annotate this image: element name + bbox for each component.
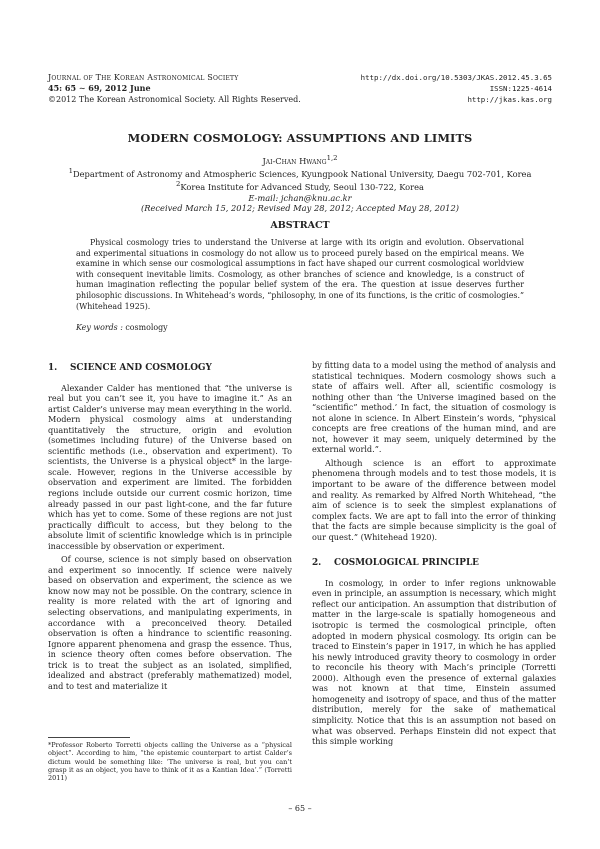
section-2-paragraph-1: In cosmology, in order to infer regions unknowable even in principle, an assumption is necessary, which might reflect our anticipation. An assumption that distribution of matter in the large-scale is spatially homogeneous and isotropic is termed the cosmological principle, often adopted in modern physical cosmology. Its origin can be traced to Einstein’s paper in 1917, in which he has applied his newly introduced gravity theory to cosmology in order to reconcile his theory with Mach’s principle (Torretti 2000). Although even the presence of external galaxies was not known at that time, Einstein assumed homogeneity and isotropy of space, and thus of the matter distribution, merely for the sake of mathematical simplicity. Notice that this is an assumption not based on what was observed. Perhaps Einstein did not expect that this simple working — [312, 577, 556, 747]
footnote-rule — [48, 737, 130, 738]
footnote: *Professor Roberto Torretti objects calling the Universe as a “physical object”. According to him, “the epistemic counterpart to artist Calder’s dictum would be something like: ‘The universe is real, but you can’t grasp it as an object, you have to think of it as a Kantian Idea’.” (Torretti 2011) — [48, 741, 292, 783]
section-1-paragraph-1: Alexander Calder has mentioned that “the universe is real but you can’t see it, you have to imagine it.” As an artist Calder’s universe may mean everything in the world. Modern physical cosmology aims at understanding quantitatively the structure, origin and evolution (sometimes including future) of the Universe based on scientific methods (i.e., observation and experiment). To scientists, the Universe is a physical object* in the large-scale. However, regions in the Universe accessible by observation and experiment are limited. The forbidden regions include outside our current cosmic horizon, time already passed in our past light-cone, and the far future which has yet to come. Some of these regions are not just practically difficult to access, but they belong to the absolute limit of scientific knowledge which is in principle inaccessible by observation or experiment. — [48, 382, 292, 551]
section-1-title: SCIENCE AND COSMOLOGY — [70, 363, 212, 373]
doi-link[interactable]: http://dx.doi.org/10.5303/JKAS.2012.45.3.65 — [360, 73, 552, 82]
abstract-heading: ABSTRACT — [270, 220, 330, 231]
journal-volume: 45: 65 ∼ 69, 2012 June — [48, 83, 151, 93]
affiliation-2-mark: 2 — [175, 180, 181, 189]
author-name: Jai-Chan Hwang — [262, 155, 327, 166]
section-2-title: COSMOLOGICAL PRINCIPLE — [334, 558, 479, 569]
affiliation-1: Department of Astronomy and Atmospheric Sciences, Kyungpook National University, Daegu 702-701, Korea — [72, 168, 532, 179]
section-1-heading — [48, 363, 292, 374]
section-1-paragraph-4: Although science is an effort to approximate phenomena through models and to test those models, it is important to be aware of the difference between model and reality. As remarked by Alfred North Whitehead, “the aim of science is to seek the simplest explanations of complex facts. We are apt to fall into the error of thinking that the facts are simple because simplicity is the goal of our quest.” (Whitehead 1920). — [312, 457, 556, 542]
paper-title: MODERN COSMOLOGY: ASSUMPTIONS AND LIMITS — [127, 131, 473, 145]
section-1-number: 1. — [48, 363, 58, 373]
journal-links — [361, 72, 552, 105]
author-affiliation-marks: 1,2 — [326, 154, 338, 162]
affiliation-2: Korea Institute for Advanced Study, Seoul 130-722, Korea — [180, 182, 425, 193]
keywords-value: cosmology — [125, 323, 168, 332]
section-1-paragraph-3: by fitting data to a model using the method of analysis and statistical techniques. Modern cosmology shows such a state of affairs well. After all, scientific cosmology is nothing other than ‘the Universe imagined based on the “scientific” method.’ In fact, the situation of cosmology is not alone in science. In Albert Einstein’s words, “physical concepts are free creations of the human mind, and are not, however it may seem, uniquely determined by the external world.”. — [312, 360, 556, 455]
author-email: E-mail: jchan@knu.ac.kr — [248, 192, 352, 203]
submission-dates: (Received March 15, 2012; Revised May 28, 2012; Accepted May 28, 2012) — [141, 202, 459, 213]
section-2-number: 2. — [312, 558, 322, 569]
journal-url[interactable]: http://jkas.kas.org — [467, 95, 552, 104]
copyright-line: ©2012 The Korean Astronomical Society. All Rights Reserved. — [48, 95, 301, 104]
affiliation-1-mark: 1 — [68, 167, 73, 176]
journal-header — [48, 72, 301, 105]
section-2-heading — [312, 558, 556, 569]
issn-text: ISSN:1225-4614 — [489, 84, 552, 93]
right-column — [312, 360, 556, 747]
abstract-text: Physical cosmology tries to understand the Universe at large with its origin and evolution. Observational and experimental situations in cosmology do not allow us to proceed purely based on the empirical means. We examine in which sense our cosmological assumptions in fact have shaped our current cosmological worldview with consequent inevitable limits. Cosmology, as other branches of science and knowledge, is a construct of human imagination reflecting the popular belief system of the era. The question at issue deserves further philosophic discussions. In Whitehead’s words, “philosophy, in one of its functions, is the critic of cosmologies.” (Whitehead 1925). — [76, 238, 524, 311]
section-1-paragraph-2: Of course, science is not simply based on observation and experiment so innocently. If science were naively based on observation and experiment, the science as we know now may not be possible. On the contrary, science in reality is more related with the art of ignoring and selecting observations, and manipulating experiments, in accordance with a preconceived theory. Detailed observation is often a hindrance to scientific reasoning. Ignore apparent phenomena and grasp the essence. Thus, in science theory often comes before observation. The trick is to treat the subject as an isolated, simplified, idealized and abstract (preferably mathematized) model, and to test and materialize it — [48, 554, 292, 691]
page-number: – 65 – — [288, 804, 312, 813]
journal-name: Journal of The Korean Astronomical Society — [48, 73, 239, 82]
left-column — [48, 363, 292, 691]
author-block — [40, 153, 560, 213]
keywords-label: Key words : — [76, 323, 123, 332]
keywords — [76, 323, 168, 332]
